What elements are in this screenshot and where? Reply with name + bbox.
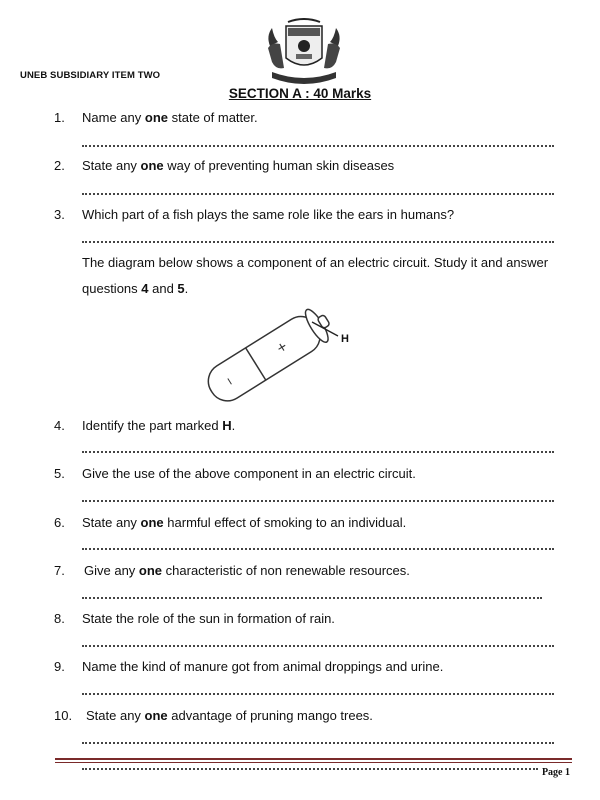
answer-line-3[interactable] [82,241,554,243]
answer-line-1[interactable] [82,145,554,147]
label-h: H [341,333,349,345]
footer-rule [55,758,572,760]
battery-diagram [178,300,368,402]
minus-sign: − [221,373,239,389]
subsidiary-label: UNEB SUBSIDIARY ITEM TWO [20,70,161,81]
answer-line-6[interactable] [82,548,554,550]
answer-line-7[interactable] [82,597,542,599]
uneb-crest-logo [262,18,346,88]
answer-line-5[interactable] [82,500,554,502]
answer-line-10b[interactable] [82,768,538,770]
plus-sign: + [273,338,291,358]
answer-line-8[interactable] [82,645,554,647]
page-number: Page 1 [541,767,570,778]
diagram-intro: The diagram below shows a component of an electric circuit. Study it and answer questions 4 and 5. [82,255,549,296]
answer-line-2[interactable] [82,193,554,195]
answer-line-9[interactable] [82,693,554,695]
answer-line-10[interactable] [82,742,554,744]
footer-rule-thin [55,762,572,763]
section-title: SECTION A : 40 Marks [228,86,372,101]
answer-line-4[interactable] [82,451,554,453]
